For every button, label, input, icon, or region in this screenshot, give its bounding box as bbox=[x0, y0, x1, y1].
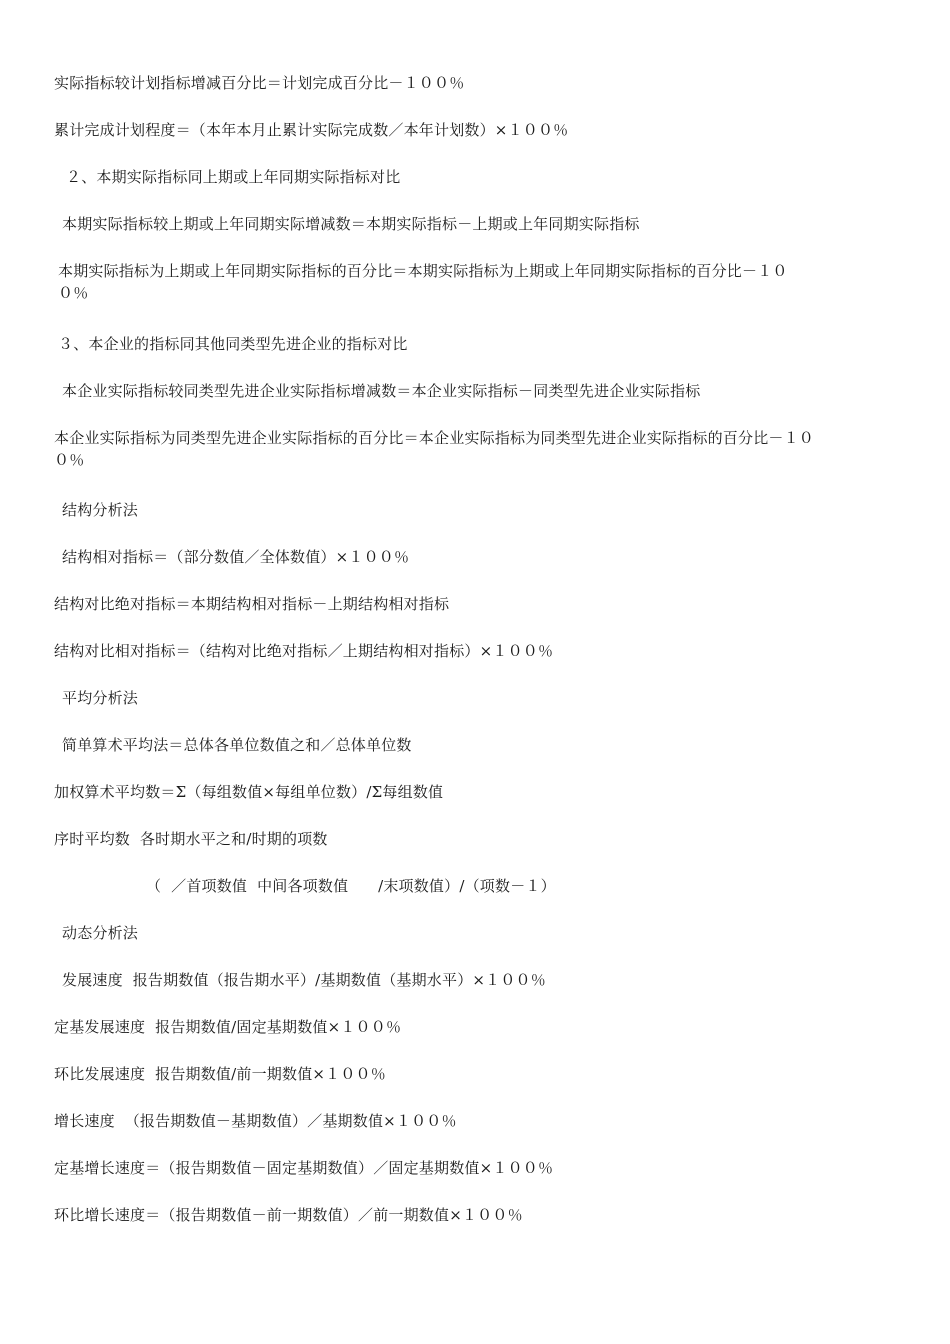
text-line-11: 结构对比绝对指标＝本期结构相对指标－上期结构相对指标 bbox=[54, 595, 450, 613]
text-line-22: 增长速度 （报告期数值－基期数值）／基期数值×１００％ bbox=[54, 1112, 457, 1130]
section-heading-dynamic: 动态分析法 bbox=[62, 924, 139, 942]
text-line-8: 本企业实际指标为同类型先进企业实际指标的百分比＝本企业实际指标为同类型先进企业实际指标的百分比－１０ ０％ bbox=[54, 429, 815, 469]
text-line-14: 简单算术平均法＝总体各单位数值之和／总体单位数 bbox=[62, 736, 412, 754]
text-line-23: 定基增长速度＝（报告期数值－固定基期数值）／固定基期数值×１００％ bbox=[54, 1159, 554, 1177]
text-line-24: 环比增长速度＝（报告期数值－前一期数值）／前一期数值×１００％ bbox=[54, 1206, 523, 1224]
text-line-3: ２、本期实际指标同上期或上年同期实际指标对比 bbox=[66, 168, 401, 186]
text-line-2: 累计完成计划程度＝（本年本月止累计实际完成数／本年计划数）×１００％ bbox=[54, 121, 569, 139]
section-heading-average: 平均分析法 bbox=[62, 689, 139, 707]
text-line-21: 环比发展速度 报告期数值/前一期数值×１００％ bbox=[54, 1065, 386, 1083]
text-line-15: 加权算术平均数＝Σ（每组数值×每组单位数）/Σ每组数值 bbox=[54, 783, 444, 801]
text-line-1: 实际指标较计划指标增减百分比＝计划完成百分比－１００％ bbox=[54, 74, 465, 92]
text-line-10: 结构相对指标＝（部分数值／全体数值）×１００％ bbox=[62, 548, 410, 566]
text-line-6: ３、本企业的指标同其他同类型先进企业的指标对比 bbox=[58, 335, 408, 353]
text-line-7: 本企业实际指标较同类型先进企业实际指标增减数＝本企业实际指标－同类型先进企业实际指标 bbox=[62, 382, 701, 400]
text-line-12: 结构对比相对指标＝（结构对比绝对指标／上期结构相对指标）×１００％ bbox=[54, 642, 554, 660]
text-line-4: 本期实际指标较上期或上年同期实际增减数＝本期实际指标－上期或上年同期实际指标 bbox=[62, 215, 640, 233]
text-line-20: 定基发展速度 报告期数值/固定基期数值×１００％ bbox=[54, 1018, 402, 1036]
text-line-5: 本期实际指标为上期或上年同期实际指标的百分比＝本期实际指标为上期或上年同期实际指标的百分比－１０ ０％ bbox=[58, 262, 788, 302]
text-line-19: 发展速度 报告期数值（报告期水平）/基期数值（基期水平）×１００％ bbox=[62, 971, 546, 989]
text-line-16: 序时平均数 各时期水平之和/时期的项数 bbox=[54, 830, 328, 848]
section-heading-structure: 结构分析法 bbox=[62, 501, 139, 519]
text-line-17: （ ／首项数值 中间各项数值 /末项数值）/（项数－１） bbox=[146, 877, 556, 895]
